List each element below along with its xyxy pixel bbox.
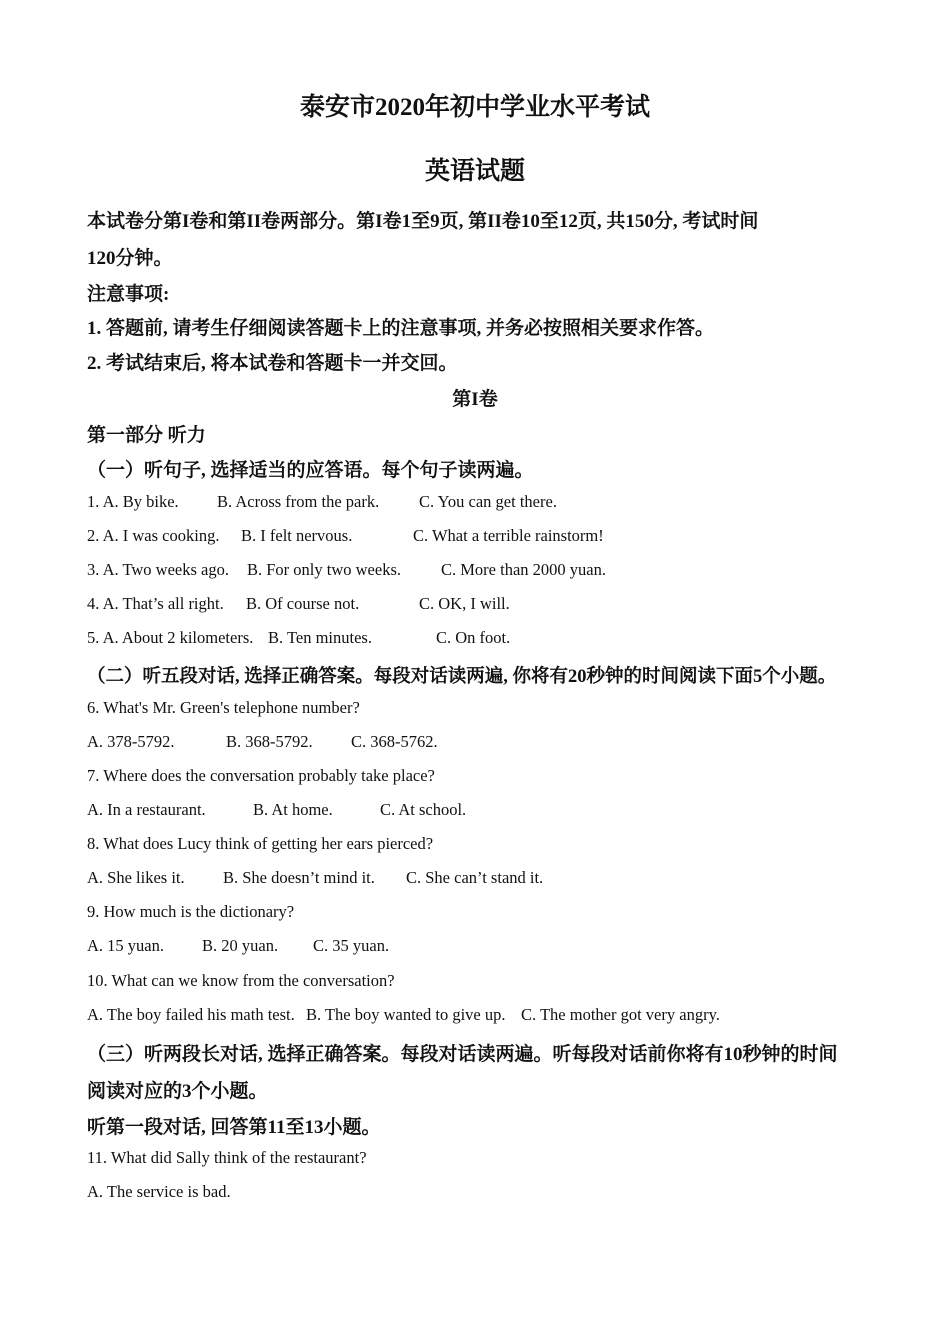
answer-row (87, 868, 887, 890)
option-c: C. At school. (380, 800, 467, 819)
exam-subtitle: 英语试题 (424, 158, 525, 185)
option-b: B. I felt nervous. (241, 526, 353, 545)
section1-heading: （一）听句子, 选择适当的应答语。每个句子读两遍。 (87, 460, 534, 481)
intro-line-2: 120分钟。 (87, 248, 173, 269)
answer-row (87, 1005, 887, 1027)
option-a: A. The boy failed his math test. (87, 1005, 295, 1024)
answer-row (87, 936, 887, 958)
option-a: 1. A. By bike. (87, 492, 179, 511)
option-a: 2. A. I was cooking. (87, 526, 220, 545)
option-b: B. She doesn’t mind it. (223, 868, 375, 887)
question-text: 6. What's Mr. Green's telephone number? (87, 698, 360, 717)
option-b: B. Ten minutes. (268, 628, 372, 647)
option-a: A. The service is bad. (87, 1182, 231, 1201)
option-c: C. She can’t stand it. (406, 868, 544, 887)
question-text: 8. What does Lucy think of getting her ears pierced? (87, 834, 434, 853)
option-b: B. For only two weeks. (247, 560, 401, 579)
section3-heading-line-2: 阅读对应的3个小题。 (87, 1081, 268, 1102)
notes-heading: 注意事项: (87, 284, 170, 305)
option-c: C. OK, I will. (419, 594, 510, 613)
option-c: C. You can get there. (419, 492, 557, 511)
option-a: A. 378-5792. (87, 732, 175, 751)
answer-row (87, 800, 887, 822)
option-b: B. 368-5792. (226, 732, 313, 751)
notes-item-2: 2. 考试结束后, 将本试卷和答题卡一并交回。 (87, 353, 458, 374)
option-b: B. The boy wanted to give up. (306, 1005, 506, 1024)
question-row (87, 560, 887, 582)
option-a: 3. A. Two weeks ago. (87, 560, 229, 579)
notes-item-1: 1. 答题前, 请考生仔细阅读答题卡上的注意事项, 并务必按照相关要求作答。 (87, 318, 715, 339)
question-text: 10. What can we know from the conversation? (87, 971, 395, 990)
option-a: A. 15 yuan. (87, 936, 164, 955)
option-b: B. 20 yuan. (202, 936, 279, 955)
intro-line-1: 本试卷分第I卷和第II卷两部分。第I卷1至9页, 第II卷10至12页, 共150分, 考试时间 (87, 211, 759, 232)
option-a: A. In a restaurant. (87, 800, 206, 819)
option-b: B. At home. (253, 800, 333, 819)
option-c: C. 368-5762. (351, 732, 438, 751)
question-text: 7. Where does the conversation probably take place? (87, 766, 435, 785)
question-text: 11. What did Sally think of the restaurant? (87, 1148, 367, 1167)
section3-sub-heading: 听第一段对话, 回答第11至13小题。 (87, 1117, 381, 1138)
option-c: C. On foot. (436, 628, 511, 647)
question-text: 9. How much is the dictionary? (87, 902, 295, 921)
question-row (87, 526, 887, 548)
option-a: A. She likes it. (87, 868, 185, 887)
option-a: 5. A. About 2 kilometers. (87, 628, 254, 647)
option-b: B. Across from the park. (217, 492, 380, 511)
section2-heading: （二）听五段对话, 选择正确答案。每段对话读两遍, 你将有20秒钟的时间阅读下面5个小题。 (87, 667, 837, 687)
volume-label: 第I卷 (452, 389, 498, 410)
section3-heading-line-1: （三）听两段长对话, 选择正确答案。每段对话读两遍。听每段对话前你将有10秒钟的时间 (87, 1044, 838, 1065)
question-row (87, 594, 887, 616)
part-label: 第一部分 听力 (87, 425, 206, 446)
option-c: C. 35 yuan. (313, 936, 390, 955)
option-b: B. Of course not. (246, 594, 360, 613)
option-a: 4. A. That’s all right. (87, 594, 224, 613)
option-c: C. The mother got very angry. (521, 1005, 720, 1024)
question-row (87, 628, 887, 650)
question-row (87, 492, 887, 514)
option-c: C. More than 2000 yuan. (441, 560, 606, 579)
answer-row (87, 732, 887, 754)
exam-title: 泰安市2020年初中学业水平考试 (299, 94, 650, 121)
option-c: C. What a terrible rainstorm! (413, 526, 604, 545)
